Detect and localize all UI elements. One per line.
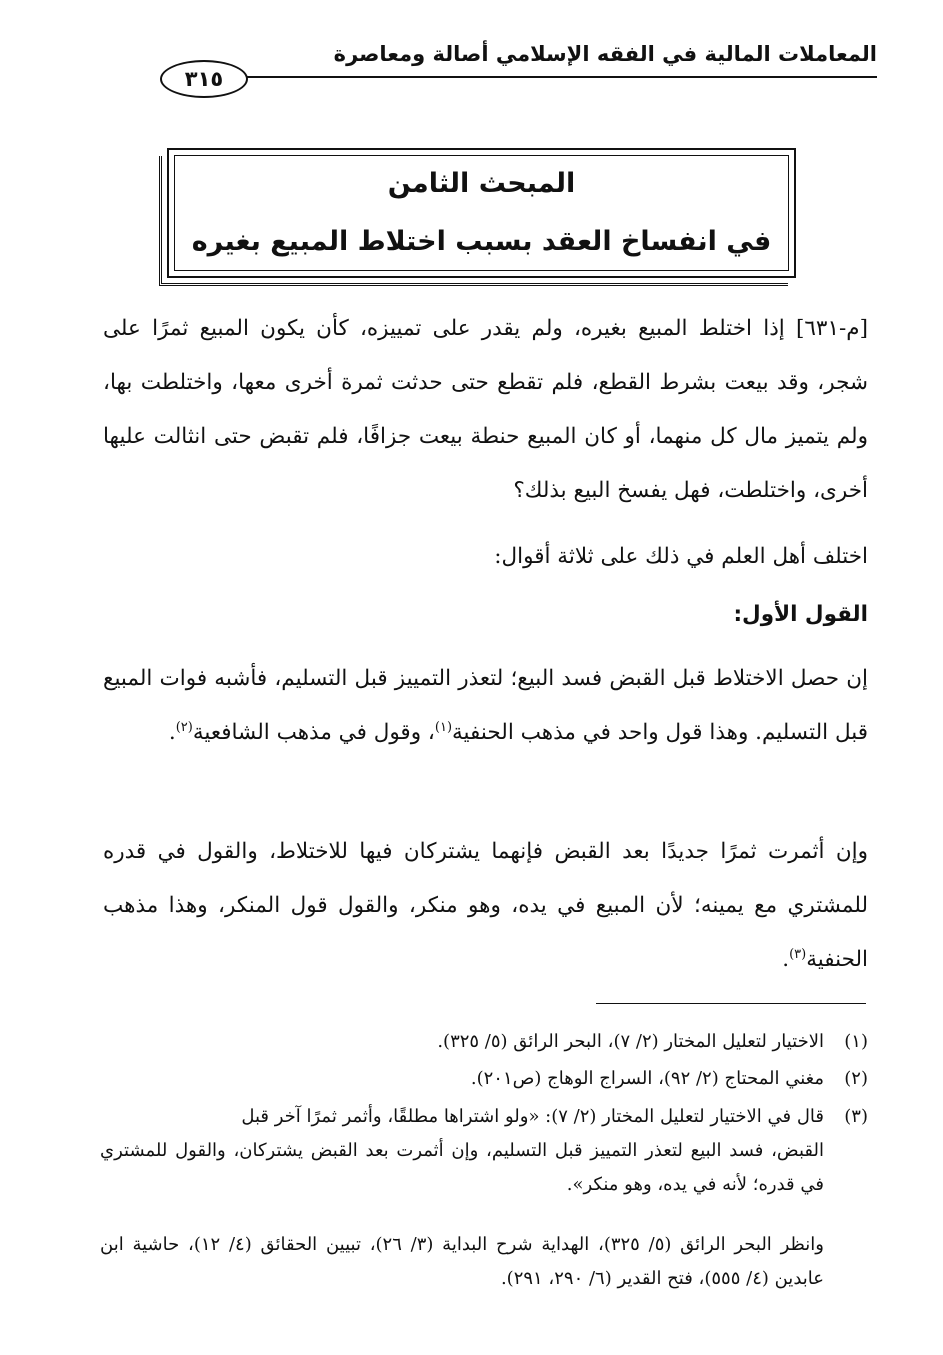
after-possession-text-a: وإن أثمرت ثمرًا جديدًا بعد القبض فإنهما يشتركان فيها للاختلاط، والقول في قدره للمشتري مع يمينه؛ لأن المبيع في يده، وهو منكر، والقول قول المنكر، وهذا مذهب الحنفية <box>103 839 868 972</box>
running-header-title: المعاملات المالية في الفقه الإسلامي أصالة ومعاصرة <box>333 42 877 66</box>
first-opinion-text-b: ، وقول في مذهب الشافعية <box>192 720 435 745</box>
page-number-oval <box>160 60 248 98</box>
footnote-ref-3[interactable]: (٣) <box>789 946 807 962</box>
footnote-3-number: (٣) <box>844 1106 868 1127</box>
paragraph-question: [م-٦٣١] إذا اختلط المبيع بغيره، ولم يقدر على تمييزه، كأن يكون المبيع ثمرًا على شجر، وقد بيعت بشرط القطع، فلم تقطع حتى حدثت ثمرة أخرى معها، واختلطت بها، ولم يتميز مال كل منهما، أو كان المبيع حنطة بيعت جزافًا، فلم تقبض حتى انثالت عليها أخرى، واختلطت، فهل يفسخ البيع بذلك؟ <box>103 316 868 503</box>
footnote-3-first-line: قال في الاختيار لتعليل المختار (٢/ ٧): «ولو اشتراها مطلقًا، وأثمر ثمرًا آخر قبل <box>241 1106 824 1127</box>
footnote-3-continuation: القبض، فسد البيع لتعذر التمييز قبل التسليم، وإن أثمرت بعد القبض يشتركان، والقول للمشتري في قدره؛ لأنه في يده، وهو منكر». <box>100 1140 824 1195</box>
footnote-2-text: مغني المحتاج (٢/ ٩٢)، السراج الوهاج (ص٢٠١). <box>470 1068 824 1089</box>
footnote-2-number: (٢) <box>844 1068 868 1089</box>
page-number: ٣١٥ <box>184 67 224 91</box>
footnote-ref-2[interactable]: (٢) <box>175 719 193 735</box>
after-possession-text-b: . <box>782 947 790 972</box>
footnote-3-references: وانظر البحر الرائق (٥/ ٣٢٥)، الهداية شرح البداية (٣/ ٢٦)، تبيين الحقائق (٤/ ١٢)، حاشية ابن عابدين (٤/ ٥٥٥)، فتح القدير (٦/ ٢٩٠، ٢٩١). <box>100 1234 824 1289</box>
footnote-ref-1[interactable]: (١) <box>434 719 453 735</box>
paragraph-opinions-intro: اختلف أهل العلم في ذلك على ثلاثة أقوال: <box>494 544 868 569</box>
footnote-1-text: الاختيار لتعليل المختار (٢/ ٧)، البحر الرائق (٥/ ٣٢٥). <box>437 1031 824 1052</box>
header-rule <box>243 76 877 78</box>
footnote-1-number: (١) <box>844 1031 868 1052</box>
paragraph-after-possession <box>103 825 868 987</box>
footnote-separator <box>596 1003 866 1004</box>
section-heading: المبحث الثامن <box>387 168 576 199</box>
first-opinion-heading: القول الأول: <box>733 602 868 627</box>
first-opinion-text-a: إن حصل الاختلاط قبل القبض فسد البيع؛ لتعذر التمييز قبل التسليم، فأشبه فوات المبيع قبل التسليم. وهذا قول واحد في مذهب الحنفية <box>103 666 868 745</box>
footnote-3 <box>100 1100 868 1202</box>
first-opinion-text-c: . <box>168 720 176 745</box>
footnote-1 <box>100 1025 868 1059</box>
paragraph-first-opinion <box>103 652 868 760</box>
footnote-2 <box>100 1062 868 1096</box>
section-subheading: في انفساخ العقد بسبب اختلاط المبيع بغيره <box>191 226 772 257</box>
